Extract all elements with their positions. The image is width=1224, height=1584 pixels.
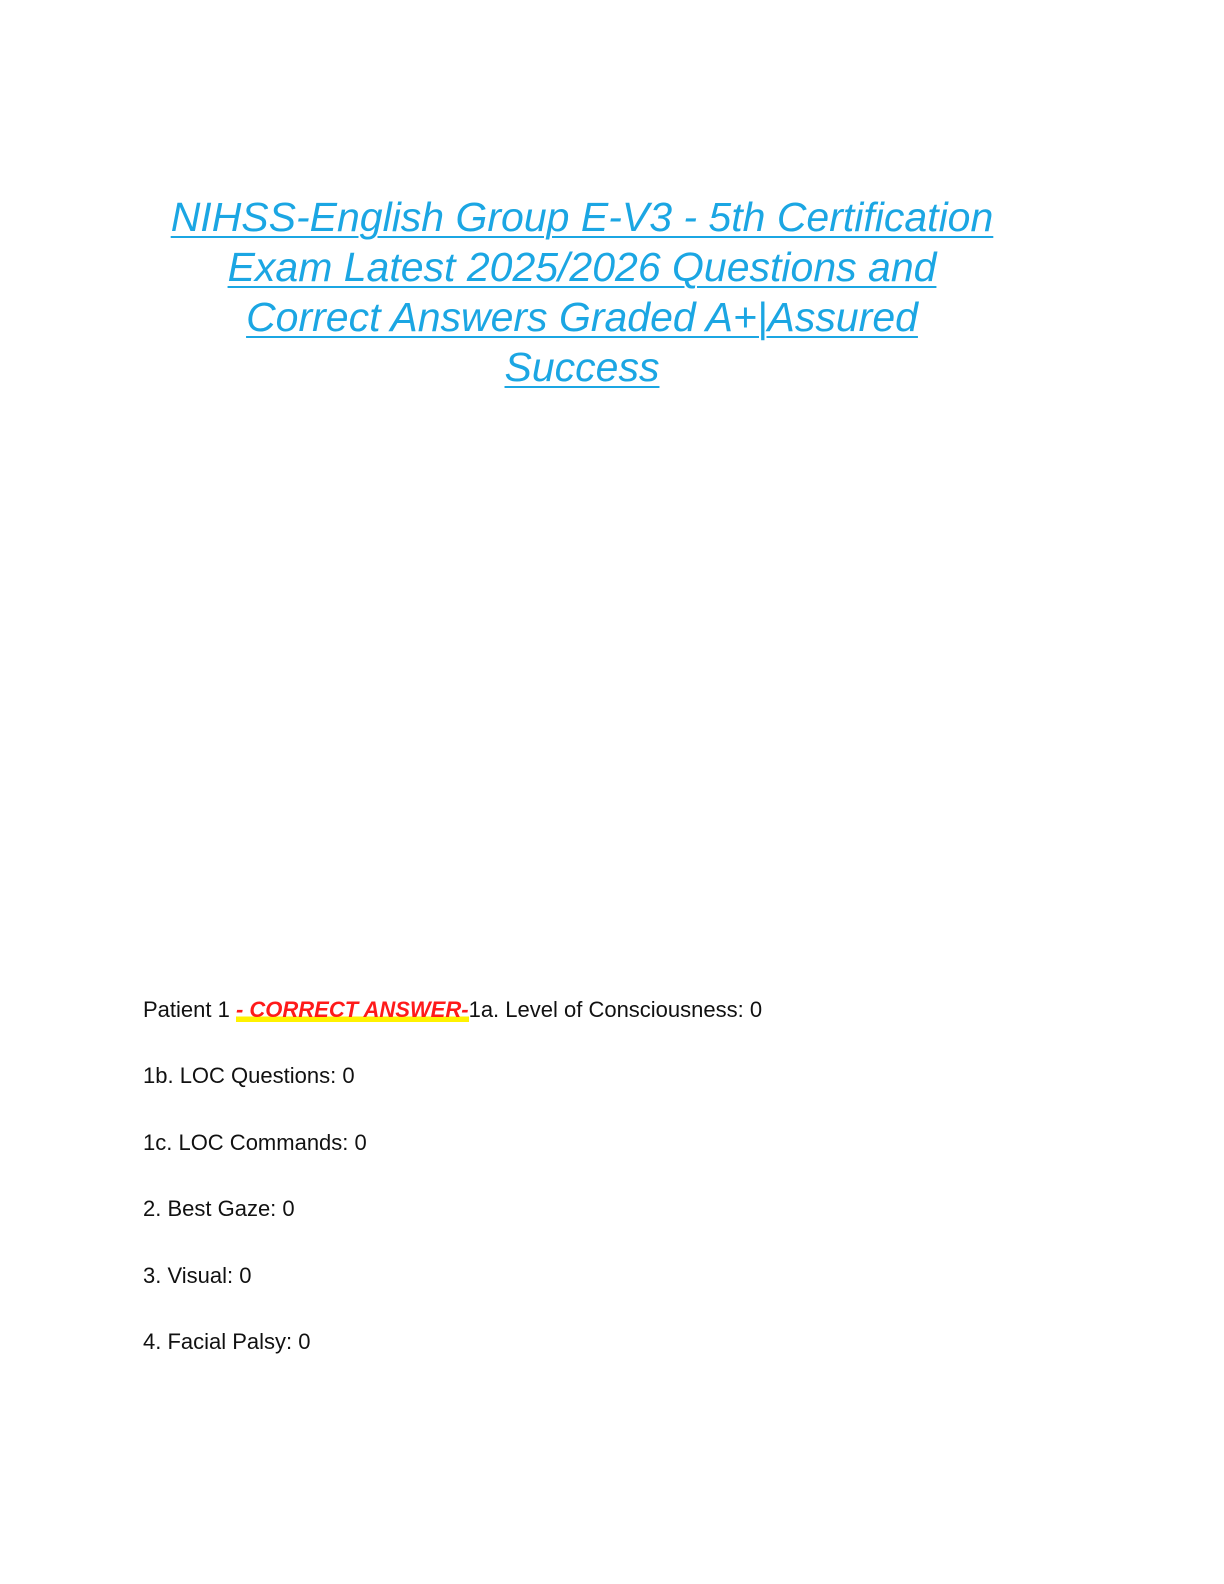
title-line-text: Exam Latest 2025/2026 Questions and (227, 244, 937, 290)
answer-line: 2. Best Gaze: 0 (143, 1196, 295, 1221)
answer-line: 1b. LOC Questions: 0 (143, 1063, 355, 1088)
title-line (120, 242, 1044, 292)
answer-text: 1a. Level of Consciousness: 0 (468, 997, 763, 1022)
title-line-text: Success (504, 344, 660, 390)
title-line-text: Correct Answers Graded A+|Assured (246, 294, 918, 340)
title-line (120, 192, 1044, 242)
answer-line: 1c. LOC Commands: 0 (143, 1130, 367, 1155)
title-line (120, 292, 1044, 342)
title-line-text: NIHSS-English Group E-V3 - 5th Certification (170, 194, 994, 240)
question-line (143, 995, 762, 1025)
title-line (120, 342, 1044, 392)
answer-line: 4. Facial Palsy: 0 (143, 1329, 311, 1354)
document-title (120, 192, 1044, 392)
answer-line: 3. Visual: 0 (143, 1263, 252, 1288)
question-prefix: Patient 1 (143, 997, 236, 1022)
correct-answer-tag: - CORRECT ANSWER- (235, 997, 469, 1022)
